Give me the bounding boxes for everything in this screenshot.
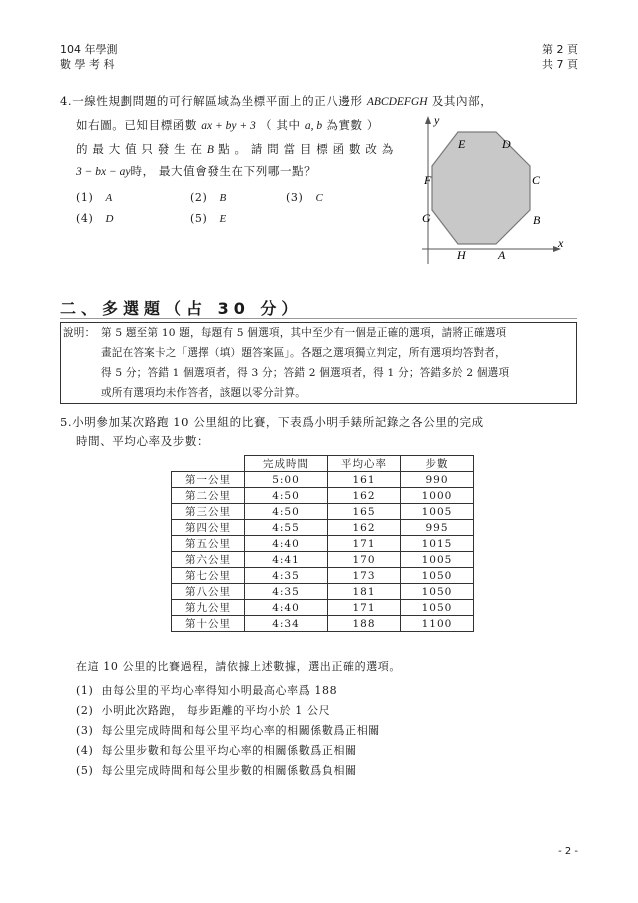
column-header-time: 完成時間 [245, 456, 328, 472]
q4-line4 [76, 163, 316, 180]
cell-heart-rate: 188 [328, 616, 401, 632]
q4-option-3 [286, 190, 323, 206]
instructions-line: 或所有選項均未作答者，該題以零分計算。 [101, 387, 307, 399]
instructions-box [60, 322, 577, 404]
q4-variables: a, b [304, 120, 323, 132]
table-row [172, 600, 474, 616]
q5-line1 [60, 414, 484, 430]
total-pages-label: 共 7 頁 [542, 58, 578, 71]
row-label: 第六公里 [172, 552, 245, 568]
option-value: D [105, 213, 114, 225]
cell-time: 4:35 [245, 584, 328, 600]
q4-line1 [60, 93, 492, 110]
option-number: (1) [76, 191, 94, 204]
row-label: 第八公里 [172, 584, 245, 600]
row-label: 第九公里 [172, 600, 245, 616]
vertex-label-f: F [424, 173, 432, 187]
q4-option-1 [76, 190, 112, 206]
option-text: 每公里步數和每公里平均心率的相關係數爲正相關 [101, 744, 357, 757]
table-row [172, 568, 474, 584]
column-header-steps: 步數 [401, 456, 474, 472]
page-label: 第 2 頁 [542, 43, 578, 56]
q5-line2: 時間、平均心率及步數： [76, 434, 210, 448]
q4-text: 為實數 ） [326, 118, 380, 132]
cell-steps: 990 [401, 472, 474, 488]
table-header-row [172, 456, 474, 472]
cell-heart-rate: 162 [328, 488, 401, 504]
q5-prompt: 在這 10 公里的比賽過程，請依據上述數據，選出正確的選項。 [76, 660, 401, 673]
q5-option-3 [76, 723, 380, 739]
vertex-label-c: C [532, 173, 541, 187]
row-label: 第四公里 [172, 520, 245, 536]
row-label: 第七公里 [172, 568, 245, 584]
row-label: 第二公里 [172, 488, 245, 504]
q5-text: 小明參加某次路跑 10 公里組的比賽，下表爲小明手錶所記錄之各公里的完成 [72, 415, 484, 429]
cell-heart-rate: 170 [328, 552, 401, 568]
cell-time: 4:50 [245, 488, 328, 504]
option-value: E [219, 213, 227, 225]
row-label: 第五公里 [172, 536, 245, 552]
q5-option-4 [76, 743, 357, 759]
option-text: 由每公里的平均心率得知小明最高心率爲 188 [101, 684, 338, 697]
cell-heart-rate: 171 [328, 600, 401, 616]
table-row [172, 472, 474, 488]
page-number: - 2 - [558, 846, 578, 857]
cell-steps: 1015 [401, 536, 474, 552]
table-row [172, 552, 474, 568]
cell-steps: 1000 [401, 488, 474, 504]
q4-text: （ 其中 [260, 118, 301, 132]
octagon-figure [412, 112, 572, 270]
octagon-region [432, 132, 530, 244]
x-axis-label: x [558, 236, 564, 250]
q5-option-1 [76, 683, 337, 699]
exam-year: 104 年學測 [60, 43, 118, 56]
table-row [172, 616, 474, 632]
q4-text: 如右圖。已知目標函數 [76, 118, 197, 132]
option-number: (3) [76, 724, 94, 737]
option-value: A [105, 192, 113, 204]
option-value: C [315, 192, 323, 204]
q4-text: 及其內部， [431, 94, 493, 108]
instructions-line: 得 5 分；答錯 1 個選項者，得 3 分；答錯 2 個選項者，得 1 分；答錯多於 2 個選項 [101, 367, 510, 379]
q4-option-4 [76, 211, 113, 227]
q4-line2 [76, 117, 379, 134]
q4-text: 一線性規劃問題的可行解區域為坐標平面上的正八邊形 [72, 94, 363, 108]
q4-objective-function: ax + by + 3 [201, 120, 256, 132]
cell-time: 5:00 [245, 472, 328, 488]
option-number: (1) [76, 684, 94, 697]
cell-heart-rate: 173 [328, 568, 401, 584]
option-value: B [219, 192, 227, 204]
q4-option-5 [190, 211, 226, 227]
table-corner [172, 456, 245, 472]
cell-steps: 1050 [401, 584, 474, 600]
cell-time: 4:41 [245, 552, 328, 568]
option-number: (4) [76, 212, 94, 225]
instructions-line: 第 5 題至第 10 題，每題有 5 個選項，其中至少有一個是正確的選項，請將正確選項 [101, 327, 507, 339]
cell-time: 4:34 [245, 616, 328, 632]
column-header-heart-rate: 平均心率 [328, 456, 401, 472]
cell-time: 4:50 [245, 504, 328, 520]
option-number: (2) [190, 191, 208, 204]
q5-option-2 [76, 703, 330, 719]
table-row [172, 584, 474, 600]
cell-steps: 1100 [401, 616, 474, 632]
q4-line3 [76, 141, 394, 158]
q5-number: 5. [60, 415, 73, 429]
cell-heart-rate: 161 [328, 472, 401, 488]
option-number: (3) [286, 191, 304, 204]
cell-time: 4:55 [245, 520, 328, 536]
instructions-line: 畫記在答案卡之「選擇（填）題答案區」。各題之選項獨立判定，所有選項均答對者， [101, 347, 506, 359]
cell-steps: 1050 [401, 600, 474, 616]
vertex-label-e: E [458, 137, 466, 151]
subject-title: 數 學 考 科 [60, 58, 115, 71]
q5-option-5 [76, 763, 357, 779]
y-axis-arrow [425, 116, 431, 124]
q4-text: 的 最 大 值 只 發 生 在 [76, 142, 203, 156]
cell-heart-rate: 171 [328, 536, 401, 552]
q4-option-2 [190, 190, 226, 206]
vertex-label-d: D [502, 137, 511, 151]
option-number: (4) [76, 744, 94, 757]
row-label: 第一公里 [172, 472, 245, 488]
q4-text: 點 。 請 問 當 目 標 函 數 改 為 [218, 142, 394, 156]
cell-time: 4:40 [245, 536, 328, 552]
section-title: 二、多選題（占 30 分） [60, 299, 303, 318]
table-row [172, 504, 474, 520]
header-right [542, 42, 578, 72]
cell-heart-rate: 165 [328, 504, 401, 520]
table-row [172, 520, 474, 536]
q4-number: 4. [60, 94, 73, 108]
vertex-label-b: B [533, 213, 541, 227]
q4-polygon-name: ABCDEFGH [366, 96, 428, 108]
cell-heart-rate: 162 [328, 520, 401, 536]
option-number: (5) [76, 764, 94, 777]
instructions-label: 說明： [63, 327, 96, 339]
cell-steps: 1005 [401, 504, 474, 520]
option-text: 小明此次路跑， 每步距離的平均小於 1 公尺 [101, 704, 331, 717]
cell-time: 4:40 [245, 600, 328, 616]
cell-steps: 995 [401, 520, 474, 536]
cell-steps: 1050 [401, 568, 474, 584]
header-left [60, 42, 118, 72]
running-data-table [171, 455, 474, 632]
vertex-label-h: H [457, 248, 466, 262]
vertex-label-g: G [422, 211, 431, 225]
q4-point-name: B [206, 144, 214, 156]
option-number: (2) [76, 704, 94, 717]
option-number: (5) [190, 212, 208, 225]
cell-steps: 1005 [401, 552, 474, 568]
q4-new-objective-function: 3 − bx − ay [76, 166, 131, 178]
row-label: 第三公里 [172, 504, 245, 520]
table-row [172, 536, 474, 552]
option-text: 每公里完成時間和每公里步數的相關係數爲負相關 [101, 764, 357, 777]
table-row [172, 488, 474, 504]
row-label: 第十公里 [172, 616, 245, 632]
cell-time: 4:35 [245, 568, 328, 584]
vertex-label-a: A [498, 248, 506, 262]
section-divider [60, 318, 577, 319]
y-axis-label: y [434, 113, 440, 127]
q4-text: 時， 最大值會發生在下列哪一點？ [130, 164, 317, 178]
cell-heart-rate: 181 [328, 584, 401, 600]
option-text: 每公里完成時間和每公里平均心率的相關係數爲正相關 [101, 724, 380, 737]
